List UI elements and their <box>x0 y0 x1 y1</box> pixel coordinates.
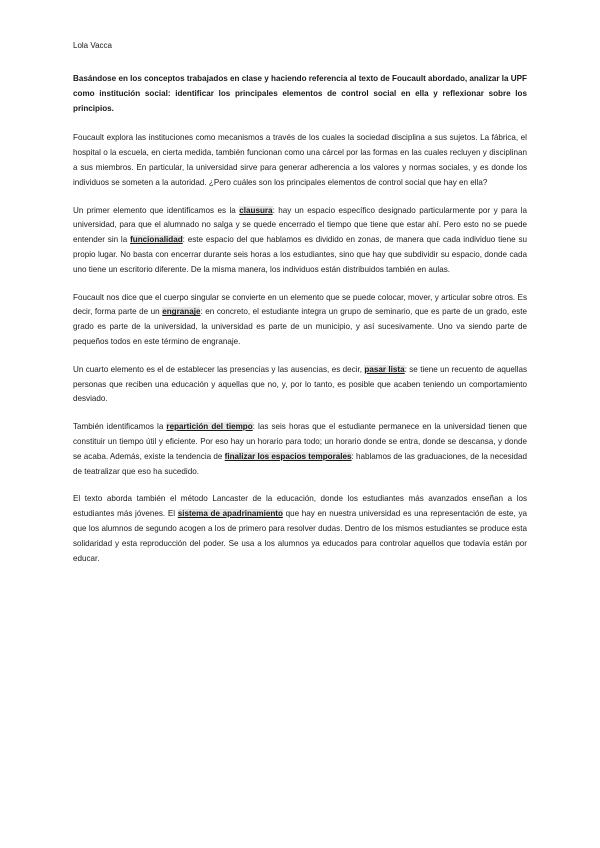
assignment-prompt: Basándose en los conceptos trabajados en clase y haciendo referencia al texto de Foucault abordado, analizar la UPF como institución social: identificar los principales elementos de control social en ella y reflexionar sobre los principios. <box>73 74 527 113</box>
paragraph-text: : en concreto, el estudiante integra un grupo de seminario, que es parte de un grado, este grado es parte de la universidad, la universidad es parte de un municipio, y así sucesivamente. Uno va siendo parte de pequeños todos en este término de engranaje. <box>73 307 527 346</box>
paragraph-text: : las seis horas que el estudiante permanece en la universidad tienen que constituir un tiempo útil y eficiente. Por eso hay un horario para todo; un horario donde se entra, donde se descansa, y donde se acaba. Además, existe la tendencia de <box>73 422 527 461</box>
keyword-pasar-lista: pasar lista <box>364 364 405 374</box>
keyword-sistema-de-apadrinamiento: sistema de apadrinamiento <box>177 509 283 519</box>
paragraph-pasar-lista <box>73 363 527 407</box>
paragraph-text: El texto aborda también el método Lancaster de la educación, donde los estudiantes más avanzados enseñan a los estudiantes más jóvenes. El <box>73 494 527 519</box>
keyword-funcionalidad: funcionalidad <box>130 235 183 245</box>
paragraph-intro <box>73 131 527 190</box>
paragraph-text: : este espacio del que hablamos es dividido en zonas, de manera que cada individuo tiene su propio lugar. No basta con encerrar durante seis horas a los estudiantes, sino que hay que subdividir su espacio, donde cada uno tiene un escritorio diferente. De la misma manera, los individuos están distribuidos también en aulas. <box>73 235 527 274</box>
paragraph-text: : hablamos de las graduaciones, de la necesidad de teatralizar que eso ha sucedido. <box>73 451 527 476</box>
keyword-engranaje: engranaje <box>162 307 201 317</box>
keyword-clausura: clausura <box>239 205 273 215</box>
keyword-reparticion-del-tiempo: repartición del tiempo <box>166 422 253 432</box>
paragraph-clausura <box>73 204 527 278</box>
keyword-finalizar-espacios-temporales: finalizar los espacios temporales <box>224 451 352 461</box>
paragraph-text: Foucault nos dice que el cuerpo singular se convierte en un elemento que se puede colocar, mover, y articular sobre otros. Es decir, forma parte de un <box>73 292 527 317</box>
paragraph-text: Un primer elemento que identificamos es la <box>73 205 240 215</box>
paragraph-text: : se tiene un recuento de aquellas personas que reciben una educación y aquellas que no, y, por lo tanto, es posible que acaben teniendo un comportamiento desviado. <box>73 364 528 404</box>
paragraph-text: Foucault explora las instituciones como mecanismos a través de los cuales la sociedad disciplina a sus sujetos. La fábrica, el hospital o la escuela, en cierta medida, también funcionan como una cárcel por las formas en las cuales recluyen y disciplinan a sus miembros. En particular, la universidad sirve para generar adherencia a los valores y normas sociales, y es donde los individuos se someten a la autoridad. ¿Pero cuáles son los principales elementos de control social que hay en ella? <box>73 133 527 187</box>
paragraph-lancaster <box>73 492 527 566</box>
paragraph-text: que hay en nuestra universidad es una representación de este, ya que los alumnos de segundo acogen a los de primero para resolver dudas. Dentro de los mismos estudiantes se produce esta solidaridad y esta reproducción del poder. Se usa a los alumnos ya educados para controlar aquellos que todavía están por educar. <box>73 509 528 563</box>
paragraph-text: Un cuarto elemento es el de establecer las presencias y las ausencias, es decir, <box>73 364 365 374</box>
paragraph-text: : hay un espacio específico designado particularmente por y para la universidad, para que el alumnado no salga y se quede encerrado el tiempo que tiene que estar ahí. Pero esto no se puede entender sin la <box>73 205 528 245</box>
paragraph-text: También identificamos la <box>73 422 167 432</box>
paragraph-engranaje <box>73 291 527 350</box>
paragraph-tiempo <box>73 420 527 479</box>
author-name: Lola Vacca <box>73 41 112 50</box>
